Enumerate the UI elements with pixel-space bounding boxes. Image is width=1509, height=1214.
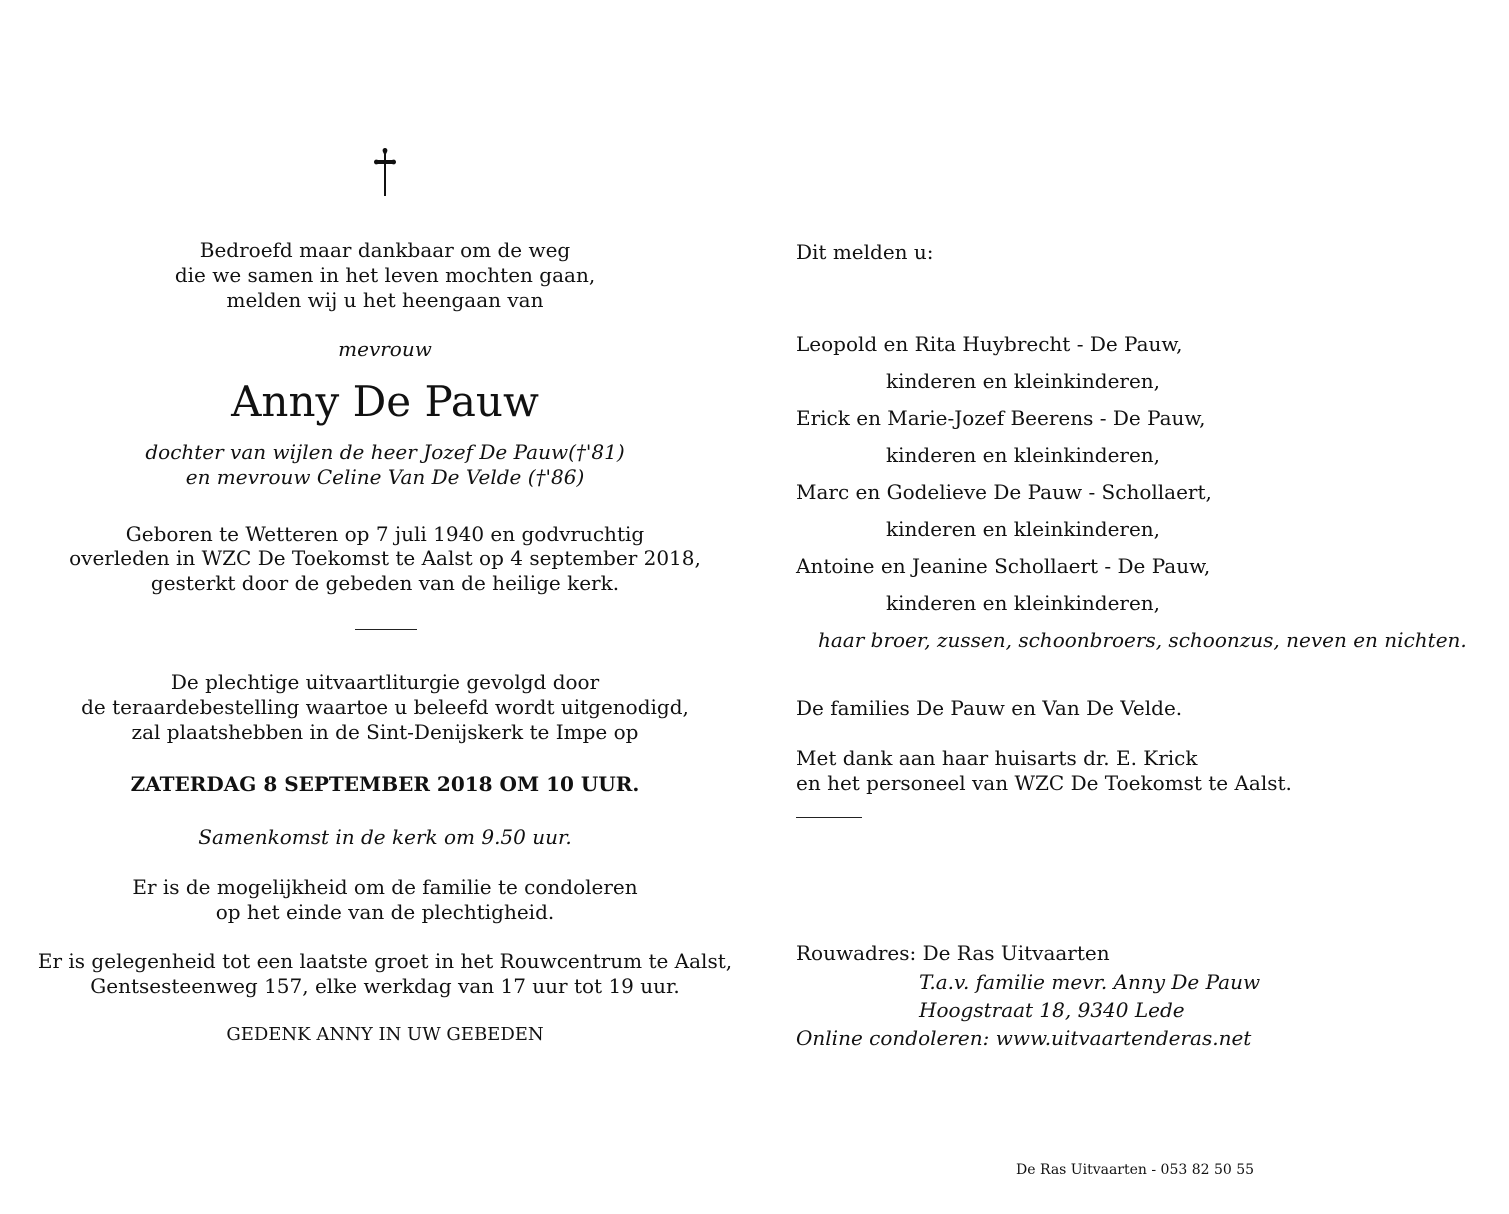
cross-icon	[370, 146, 400, 198]
thanks-rule	[796, 817, 862, 818]
liturgy-line-2: de teraardebestelling waartoe u beleefd wordt uitgenodigd,	[81, 695, 689, 719]
announce-text: Dit melden u:	[796, 240, 934, 264]
online-condolence: Online condoleren: www.uitvaartenderas.net	[796, 1026, 1252, 1050]
family-line-8: kinderen en kleinkinderen,	[886, 591, 1161, 615]
family-line-7: Antoine en Jeanine Schollaert - De Pauw,	[796, 554, 1211, 578]
family-line-6: kinderen en kleinkinderen,	[886, 517, 1161, 541]
families-line: De families De Pauw en Van De Velde.	[796, 696, 1183, 720]
intro-line-3: melden wij u het heengaan van	[226, 288, 544, 312]
siblings-line: haar broer, zussen, schoonbroers, schoonzus, neven en nichten.	[818, 628, 1467, 652]
address-label: Rouwadres: De Ras Uitvaarten	[796, 941, 1110, 965]
parents-line-1: dochter van wijlen de heer Jozef De Pauw(†'81)	[145, 440, 625, 464]
gathering-time: Samenkomst in de kerk om 9.50 uur.	[198, 825, 572, 849]
salutation: mevrouw	[338, 337, 432, 361]
family-line-3: Erick en Marie-Jozef Beerens - De Pauw,	[796, 406, 1206, 430]
thanks-line-2: en het personeel van WZC De Toekomst te Aalst.	[796, 771, 1292, 795]
remember-text: GEDENK ANNY IN UW GEBEDEN	[226, 1024, 544, 1045]
liturgy-line-3: zal plaatshebben in de Sint-Denijskerk te Impe op	[131, 720, 639, 744]
born-line-3: gesterkt door de gebeden van de heilige kerk.	[150, 571, 620, 595]
born-line-1: Geboren te Wetteren op 7 juli 1940 en godvruchtig	[125, 522, 645, 546]
intro-line-1: Bedroefd maar dankbaar om de weg	[199, 238, 571, 262]
farewell-line-2: Gentsesteenweg 157, elke werkdag van 17 uur tot 19 uur.	[90, 974, 680, 998]
separator-rule	[355, 629, 417, 630]
family-line-5: Marc en Godelieve De Pauw - Schollaert,	[796, 480, 1212, 504]
family-line-4: kinderen en kleinkinderen,	[886, 443, 1161, 467]
address-line-2: Hoogstraat 18, 9340 Lede	[919, 998, 1185, 1022]
address-line-1: T.a.v. familie mevr. Anny De Pauw	[919, 970, 1261, 994]
liturgy-line-1: De plechtige uitvaartliturgie gevolgd door	[170, 670, 600, 694]
deceased-name: Anny De Pauw	[231, 377, 539, 426]
condole-line-1: Er is de mogelijkheid om de familie te condoleren	[132, 875, 638, 899]
footer-credit: De Ras Uitvaarten - 053 82 50 55	[1016, 1162, 1255, 1178]
parents-line-2: en mevrouw Celine Van De Velde (†'86)	[185, 465, 585, 489]
funeral-date: ZATERDAG 8 SEPTEMBER 2018 OM 10 UUR.	[130, 772, 640, 796]
thanks-line-1: Met dank aan haar huisarts dr. E. Krick	[796, 746, 1198, 770]
intro-line-2: die we samen in het leven mochten gaan,	[174, 263, 596, 287]
family-line-1: Leopold en Rita Huybrecht - De Pauw,	[796, 332, 1183, 356]
farewell-line-1: Er is gelegenheid tot een laatste groet in het Rouwcentrum te Aalst,	[37, 949, 733, 973]
family-line-2: kinderen en kleinkinderen,	[886, 369, 1161, 393]
condole-line-2: op het einde van de plechtigheid.	[215, 900, 555, 924]
born-line-2: overleden in WZC De Toekomst te Aalst op 4 september 2018,	[69, 546, 701, 570]
